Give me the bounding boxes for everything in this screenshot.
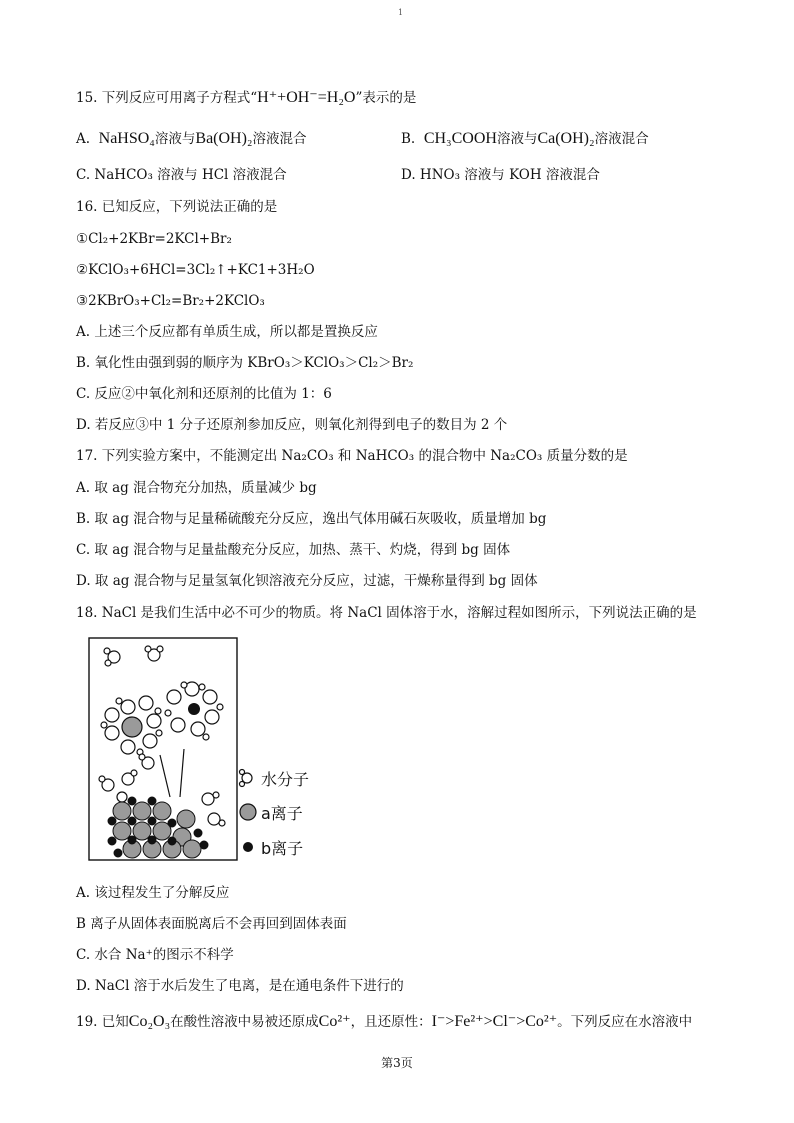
q16-option-a: A. 上述三个反应都有单质生成，所以都是置换反应 (76, 324, 378, 340)
legend-b-icon (243, 842, 253, 852)
q17-option-b: B. 取 ag 混合物与足量稀硫酸充分反应，逸出气体用碱石灰吸收，质量增加 bg (76, 511, 547, 527)
hydrated-b-ion (188, 703, 200, 715)
dissolution-diagram (88, 637, 326, 862)
q15-option-c: C. NaHCO₃ 溶液与 HCl 溶液混合 (76, 167, 287, 183)
q15-a-label: A. (76, 131, 91, 147)
q17-stem: 17. 下列实验方案中，不能测定出 Na₂CO₃ 和 NaHCO₃ 的混合物中 Na₂CO₃ 质量分数的是 (76, 448, 628, 464)
q17-option-c: C. 取 ag 混合物与足量盐酸充分反应，加热、蒸干、灼烧，得到 bg 固体 (76, 542, 511, 558)
q16-option-d: D. 若反应③中 1 分子还原剂参加反应，则氧化剂得到电子的数目为 2 个 (76, 417, 508, 433)
nacl-crystal (108, 797, 208, 858)
q15-stem-pre: 15. 下列反应可用离子方程式“ (76, 90, 258, 106)
q15-a-formula2: Ba(OH)₂ (195, 130, 253, 147)
q15-option-d: D. HNO₃ 溶液与 KOH 溶液混合 (401, 167, 600, 183)
q19-pre: 19. 已知 (76, 1014, 129, 1030)
q19-formula-co2o3: Co₂O₃ (128, 1013, 171, 1030)
q19-formula-co2plus: Co²⁺ (318, 1013, 351, 1030)
q17-option-d: D. 取 ag 混合物与足量氢氧化钡溶液充分反应，过滤，干燥称量得到 bg 固体 (76, 573, 538, 589)
q15-equation: H⁺+OH⁻=H₂O (257, 89, 356, 106)
q19-mid1: 在酸性溶液中易被还原成 (170, 1014, 319, 1030)
legend-water-icon (240, 770, 253, 787)
q15-b-mid: 溶液与 (496, 131, 538, 147)
legend-b-label: b离子 (261, 839, 304, 858)
legend-a-icon (240, 804, 256, 820)
q19-post: 。下列反应在水溶液中 (557, 1014, 693, 1030)
q18-option-c: C. 水合 Na⁺的图示不科学 (76, 947, 234, 963)
q16-stem: 16. 已知反应，下列说法正确的是 (76, 199, 278, 215)
q18-stem: 18. NaCl 是我们生活中必不可少的物质。将 NaCl 固体溶于水，溶解过程如图所示，下列说法正确的是 (76, 605, 697, 621)
q15-a-mid: 溶液与 (154, 131, 196, 147)
legend-a-label: a离子 (261, 804, 303, 823)
q19-stem (76, 1013, 692, 1031)
dissolution-svg (88, 637, 326, 862)
q15-b-end: 溶液混合 (594, 131, 649, 147)
q15-b-label: B. (401, 131, 416, 147)
q18-option-b: B 离子从固体表面脱离后不会再回到固体表面 (76, 916, 347, 932)
q15-b-formula2: Ca(OH)₂ (537, 130, 595, 147)
q18-option-d: D. NaCl 溶于水后发生了电离，是在通电条件下进行的 (76, 978, 404, 994)
q16-reaction-3: ③2KBrO₃+Cl₂=Br₂+2KClO₃ (76, 293, 265, 309)
q15-option-a (76, 130, 307, 148)
q15-a-formula1: NaHSO₄ (98, 130, 155, 147)
q15-a-end: 溶液混合 (252, 131, 307, 147)
page-top-mark: 1 (398, 8, 404, 17)
water-molecules (99, 646, 225, 826)
q19-mid2: ，且还原性： (350, 1014, 432, 1030)
q19-reducibility-order: I⁻>Fe²⁺>Cl⁻>Co²⁺ (431, 1013, 558, 1030)
q18-option-a: A. 该过程发生了分解反应 (76, 885, 230, 901)
q15-stem-post: ”表示的是 (355, 90, 417, 106)
q16-reaction-2: ②KClO₃+6HCl=3Cl₂↑+KC1+3H₂O (76, 262, 315, 278)
q16-option-b: B. 氧化性由强到弱的顺序为 KBrO₃＞KClO₃＞Cl₂＞Br₂ (76, 355, 414, 371)
q15-option-b (401, 130, 649, 148)
hydrated-a-ion (122, 717, 142, 737)
q15-b-formula1: CH₃COOH (423, 130, 497, 147)
q17-option-a: A. 取 ag 混合物充分加热，质量减少 bg (76, 480, 317, 496)
q15-stem (76, 89, 416, 107)
page-footer: 第3页 (381, 1056, 413, 1070)
q16-option-c: C. 反应②中氧化剂和还原剂的比值为 1：6 (76, 386, 332, 402)
legend-water-label: 水分子 (261, 770, 310, 789)
q16-reaction-1: ①Cl₂+2KBr=2KCl+Br₂ (76, 231, 232, 247)
